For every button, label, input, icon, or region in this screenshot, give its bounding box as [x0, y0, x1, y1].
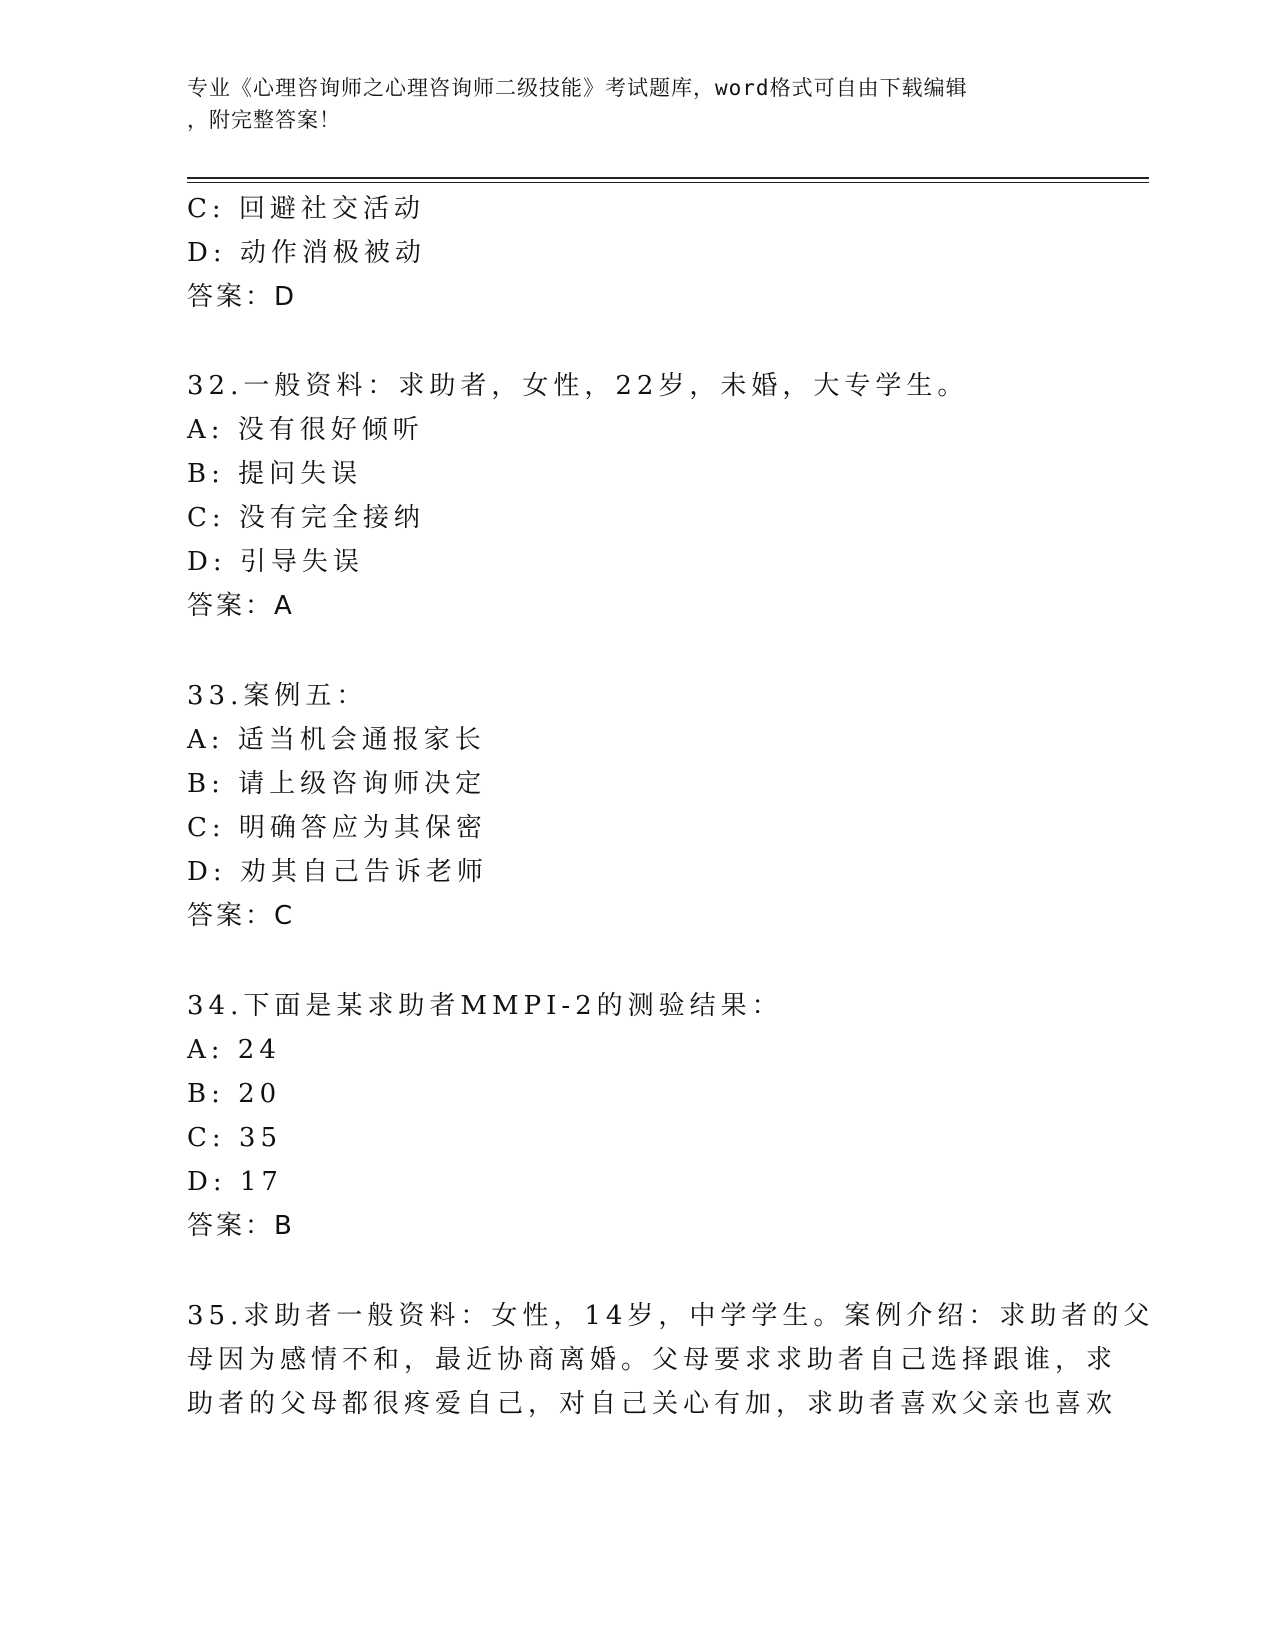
q33-option-d: D: 劝其自己告诉老师 — [187, 857, 488, 887]
q32-option-b: B: 提问失误 — [187, 459, 363, 489]
q33-option-b: B: 请上级咨询师决定 — [187, 769, 487, 799]
document-header — [187, 72, 1067, 136]
q35-stem-line-1: 35.求助者一般资料：女性，14岁，中学学生。案例介绍：求助者的父 — [187, 1301, 1155, 1331]
q33-option-a: A: 适当机会通报家长 — [187, 725, 486, 755]
q34-option-a: A: 24 — [187, 1035, 281, 1065]
q34-stem: 34.下面是某求助者MMPI-2的测验结果： — [187, 991, 783, 1021]
q35-stem-line-3: 助者的父母都很疼爱自己，对自己关心有加，求助者喜欢父亲也喜欢 — [187, 1389, 1118, 1419]
q32-stem: 32.一般资料：求助者，女性，22岁，未婚，大专学生。 — [187, 371, 969, 401]
q31-option-c: C: 回避社交活动 — [187, 194, 425, 224]
header-line-2: ，附完整答案！ — [187, 108, 341, 132]
q34-answer: 答案：B — [187, 1211, 295, 1241]
q34-option-b: B: 20 — [187, 1079, 282, 1109]
header-divider-top — [187, 177, 1149, 179]
q32-option-a: A: 没有很好倾听 — [187, 415, 424, 445]
q33-answer: 答案：C — [187, 901, 296, 931]
q32-answer: 答案：A — [187, 591, 295, 621]
header-divider-bottom — [187, 182, 1149, 183]
q34-option-c: C: 35 — [187, 1123, 283, 1153]
q33-option-c: C: 明确答应为其保密 — [187, 813, 487, 843]
q31-option-d: D: 动作消极被动 — [187, 238, 426, 268]
q32-option-c: C: 没有完全接纳 — [187, 503, 425, 533]
q35-stem-line-2: 母因为感情不和，最近协商离婚。父母要求求助者自己选择跟谁，求 — [187, 1345, 1118, 1375]
header-line-1: 专业《心理咨询师之心理咨询师二级技能》考试题库，word格式可自由下载编辑 — [187, 76, 968, 100]
q34-option-d: D: 17 — [187, 1167, 283, 1197]
q33-stem: 33.案例五： — [187, 681, 368, 711]
q31-answer: 答案：D — [187, 282, 298, 312]
q32-option-d: D: 引导失误 — [187, 547, 364, 577]
